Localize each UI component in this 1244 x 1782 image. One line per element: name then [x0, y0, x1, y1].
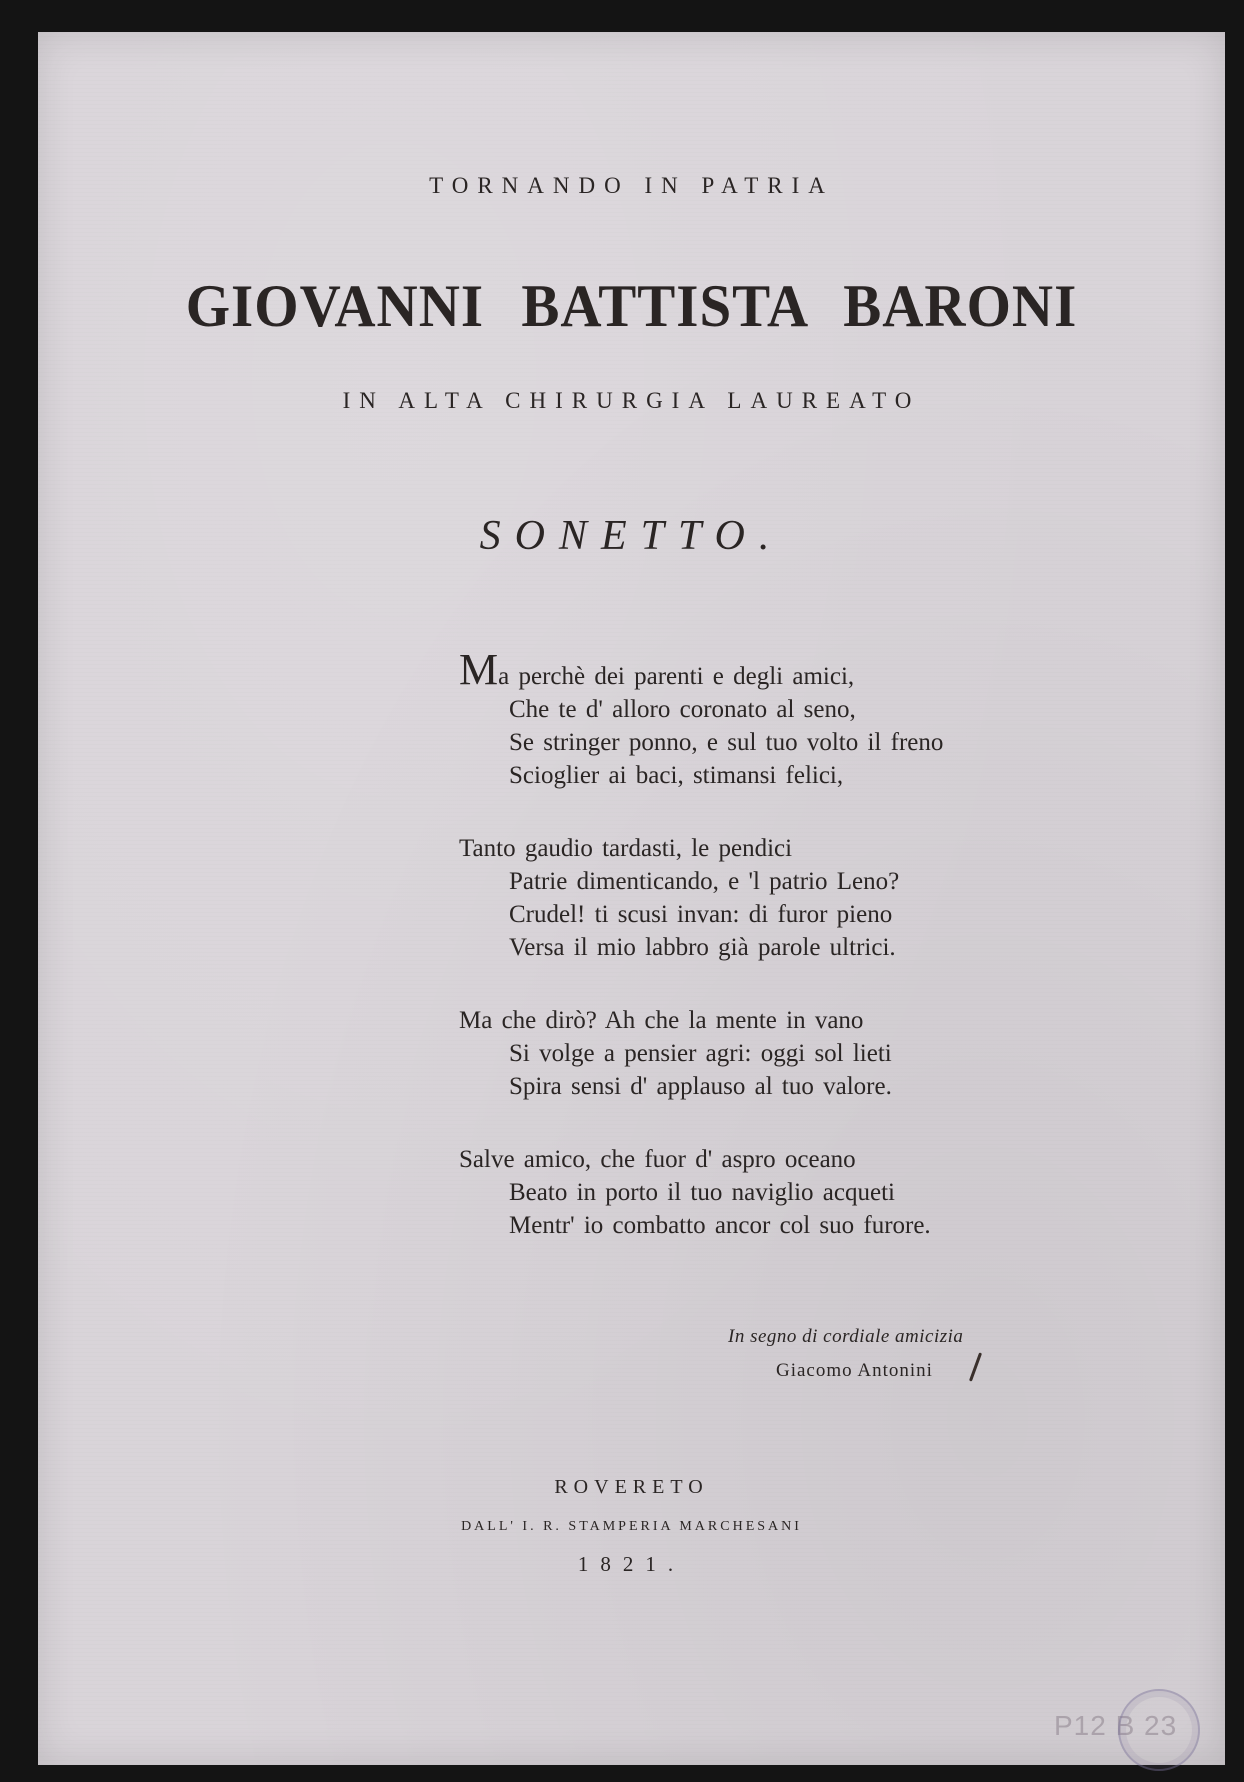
dedication-line: In segno di cordiale amicizia [728, 1326, 964, 1347]
poem-line: Che te d' alloro coronato al seno, [509, 696, 856, 723]
poem-line: Salve amico, che fuor d' aspro oceano [459, 1146, 856, 1173]
poem-genre-title: SONETTO. [479, 513, 784, 559]
library-stamp-icon [1118, 1689, 1200, 1771]
poem-line-text: a perchè dei parenti e degli amici, [498, 663, 855, 690]
poem-body [459, 645, 944, 1282]
poem-line: Patrie dimenticando, e 'l patrio Leno? [509, 868, 900, 895]
stanza-2 [459, 832, 943, 964]
poem-line: Beato in porto il tuo naviglio acqueti [509, 1179, 895, 1206]
poem-line: Scioglier ai baci, stimansi felici, [509, 762, 844, 789]
imprint-printer: DALL' I. R. STAMPERIA MARCHESANI [461, 1519, 802, 1534]
author-name: Giacomo Antonini [776, 1360, 933, 1381]
shelfmark-pencil: P12 B 23 [1054, 1710, 1178, 1741]
poem-line: Se stringer ponno, e sul tuo volto il freno [509, 729, 944, 756]
document-sheet [38, 32, 1225, 1765]
poem-line: Ma che dirò? Ah che la mente in vano [459, 1007, 864, 1034]
poem-line [459, 645, 943, 694]
ink-mark [969, 1352, 982, 1381]
poem-line: Versa il mio labbro già parole ultrici. [509, 934, 896, 961]
stanza-1 [459, 645, 944, 792]
heading-line-2: IN ALTA CHIRURGIA LAUREATO [342, 388, 921, 413]
drop-cap: M [459, 645, 499, 694]
poem-line: Crudel! ti scusi invan: di furor pieno [509, 901, 893, 928]
poem-line: Tanto gaudio tardasti, le pendici [459, 835, 793, 862]
stanza-4 [459, 1143, 943, 1242]
imprint-place: ROVERETO [554, 1476, 709, 1498]
heading-line-1: TORNANDO IN PATRIA [429, 173, 834, 198]
poem-line: Spira sensi d' applauso al tuo valore. [509, 1073, 892, 1100]
poem-line: Si volge a pensier agri: oggi sol lieti [509, 1040, 892, 1067]
stanza-3 [459, 1004, 943, 1103]
poem-line: Mentr' io combatto ancor col suo furore. [509, 1212, 931, 1239]
imprint-year: 1821. [577, 1552, 686, 1576]
document-title: GIOVANNI BATTISTA BARONI [185, 273, 1078, 340]
